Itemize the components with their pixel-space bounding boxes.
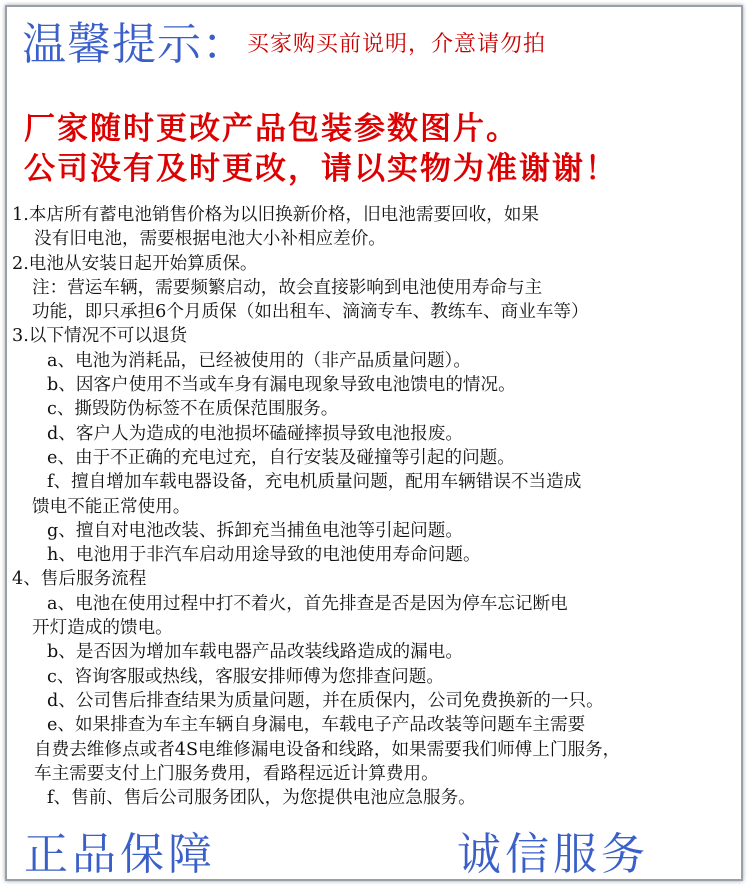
terms-line: f、擅自增加车载电器设备，充电机质量问题，配用车辆错误不当造成 <box>47 472 582 493</box>
footer-right-slogan: 诚信服务 <box>457 829 649 880</box>
header-subtitle: 买家购买前说明，介意请勿拍 <box>247 32 547 57</box>
terms-line: h、电池用于非汽车启动用途导致的电池使用寿命问题。 <box>47 545 481 566</box>
terms-line: 开灯造成的馈电。 <box>32 618 173 639</box>
terms-line: 1.本店所有蓄电池销售价格为以旧换新价格，旧电池需要回收，如果 <box>12 205 540 225</box>
terms-line: a、电池在使用过程中打不着火，首先排查是否是因为停车忘记断电 <box>47 593 568 614</box>
terms-line: 3.以下情况不可以退货 <box>12 326 188 347</box>
terms-line: e、如果排查为车主车辆自身漏电，车载电子产品改装等问题车主需要 <box>47 715 586 736</box>
terms-line: b、是否因为增加车载电器产品改装线路造成的漏电。 <box>47 642 463 663</box>
terms-line: 注：营运车辆，需要频繁启动，故会直接影响到电池使用寿命与主 <box>32 277 543 298</box>
terms-line: 4、售后服务流程 <box>12 569 147 590</box>
header <box>22 16 546 74</box>
notice-line-1: 厂家随时更改产品包装参数图片。 <box>24 111 519 147</box>
terms-line: 自费去维修点或者4S电维修漏电设备和线路，如果需要我们师傅上门服务， <box>34 739 621 760</box>
terms-line: e、由于不正确的充电过充，自行安装及碰撞等引起的问题。 <box>47 447 515 468</box>
terms-line: c、咨询客服或热线，客服安排师傅为您排查问题。 <box>47 666 444 687</box>
terms-body <box>12 203 740 810</box>
terms-line: 2.电池从安装日起开始算质保。 <box>12 253 258 274</box>
terms-line: c、撕毁防伪标签不在质保范围服务。 <box>47 399 339 420</box>
header-title: 温馨提示： <box>22 19 247 70</box>
terms-line: f、售前、售后公司服务团队，为您提供电池应急服务。 <box>47 788 476 809</box>
terms-line: 馈电不能正常使用。 <box>32 496 191 517</box>
terms-line: b、因客户使用不当或车身有漏电现象导致电池馈电的情况。 <box>47 375 516 396</box>
terms-line: g、擅自对电池改装、拆卸充当捕鱼电池等引起问题。 <box>47 520 463 541</box>
terms-line: a、电池为消耗品，已经被使用的（非产品质量问题）。 <box>47 350 471 371</box>
terms-line: d、公司售后排查结果为质量问题，并在质保内，公司免费换新的一只。 <box>47 690 604 711</box>
terms-line: 没有旧电池，需要根据电池大小补相应差价。 <box>34 229 386 250</box>
footer-left-slogan: 正品保障 <box>24 829 216 880</box>
notice-line-2: 公司没有及时更改，请以实物为准谢谢！ <box>24 151 618 187</box>
terms-line: 功能，即只承担6个月质保（如出租车、滴滴专车、教练车、商业车等） <box>32 302 589 323</box>
terms-line: 车主需要支付上门服务费用，看路程远近计算费用。 <box>34 763 439 784</box>
terms-line: d、客户人为造成的电池损坏磕碰摔损导致电池报废。 <box>47 423 463 444</box>
